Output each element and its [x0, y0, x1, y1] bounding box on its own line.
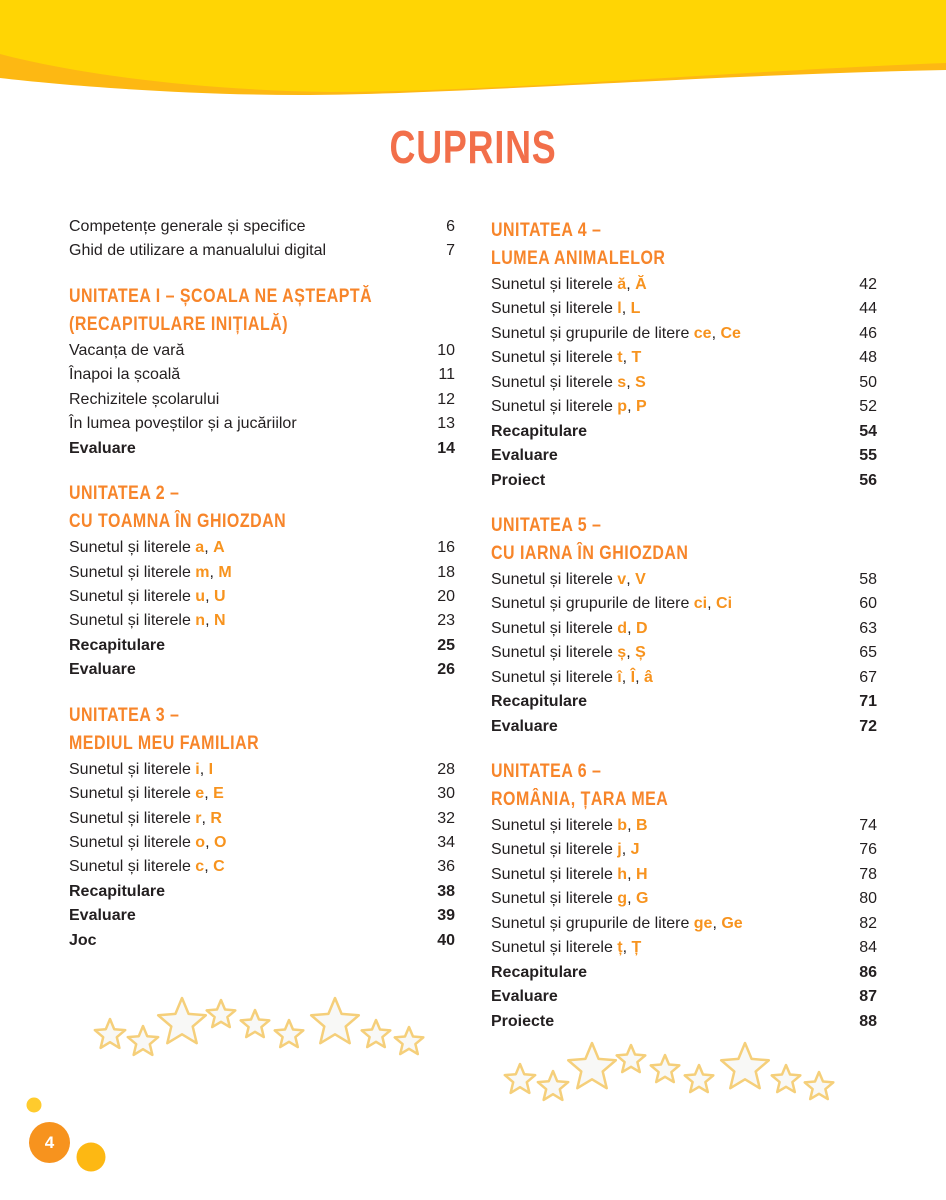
highlighted-letter: s [617, 373, 627, 391]
star-icon [395, 1027, 424, 1054]
toc-entry-title [69, 339, 184, 363]
highlighted-letter: C [213, 858, 225, 876]
toc-entry[interactable] [69, 807, 455, 831]
entry-text: Sunetul și literele [491, 373, 618, 391]
entry-text: Sunetul și literele [69, 809, 196, 827]
entry-text: Sunetul și literele [491, 668, 618, 686]
highlighted-letter: P [635, 398, 647, 416]
toc-entry-page: 28 [437, 760, 455, 778]
highlighted-letter: a [195, 539, 205, 557]
toc-entry-title [491, 1010, 554, 1034]
toc-entry-title: Sunetul și literele d, D [491, 619, 648, 637]
toc-entry-page: 88 [859, 1012, 877, 1030]
unit-heading [491, 217, 877, 273]
star-icon [207, 1000, 236, 1027]
toc-entry-title: Sunetul și literele h, H [491, 865, 648, 883]
toc-entry[interactable] [491, 641, 877, 665]
highlighted-letter: j [617, 841, 622, 859]
entry-text: Evaluare [491, 447, 558, 465]
toc-entry-page: 25 [437, 636, 455, 654]
entry-text: Sunetul și grupurile de litere [491, 324, 694, 342]
entry-text: Recapitulare [69, 636, 166, 654]
toc-entry-page: 78 [859, 865, 877, 883]
toc-entry[interactable] [491, 273, 877, 297]
highlighted-letter: u [195, 587, 206, 605]
highlighted-letter: î [617, 668, 622, 686]
unit-heading [491, 758, 877, 814]
toc-entry[interactable] [69, 929, 455, 953]
entry-text: Competențe generale și specifice [69, 218, 306, 235]
toc-entry-title [491, 715, 558, 739]
toc-entry[interactable] [69, 782, 455, 806]
toc-entry[interactable] [69, 758, 455, 782]
toc-entry-title: Sunetul și grupurile de litere ce, Ce [491, 324, 741, 342]
entry-text: Sunetul și literele [491, 300, 618, 318]
highlighted-letter: ce [693, 324, 712, 342]
highlighted-letter: ge [693, 914, 713, 932]
highlighted-letter: O [213, 834, 227, 851]
toc-entry-page: 13 [437, 415, 455, 433]
highlighted-letter: H [635, 865, 648, 883]
toc-entry[interactable] [69, 658, 455, 682]
unit-heading-line: MEDIUL MEU FAMILIAR [69, 732, 260, 754]
stars-decoration-left [90, 990, 435, 1065]
toc-entry-page: 46 [859, 324, 877, 342]
toc-entry-page: 26 [437, 661, 455, 679]
toc-entry-page: 42 [859, 276, 877, 293]
entry-text: Sunetul și literele [69, 539, 196, 557]
toc-entry-title: Sunetul și literele p, P [491, 398, 647, 416]
highlighted-letter: h [617, 865, 628, 883]
toc-entry-title: Sunetul și literele t, T [491, 349, 642, 367]
toc-entry[interactable] [491, 444, 877, 468]
unit-heading-line: UNITATEA 5 – [491, 514, 602, 536]
toc-entry-page: 71 [859, 693, 877, 711]
highlighted-letter: Ci [716, 595, 733, 613]
highlighted-letter: Ge [721, 914, 743, 932]
toc-entry[interactable] [69, 437, 455, 461]
star-icon [505, 1064, 535, 1093]
toc-entry[interactable] [491, 395, 877, 419]
entry-text: Sunetul și grupurile de litere [491, 914, 694, 932]
toc-entry-title [69, 215, 306, 239]
highlighted-letter: t [617, 349, 623, 367]
toc-entry-title: Sunetul și literele î, Î, â [491, 668, 653, 686]
unit-heading [69, 702, 455, 758]
entry-text: Sunetul și literele [491, 349, 618, 367]
toc-entry[interactable] [491, 469, 877, 493]
toc-entry[interactable] [69, 536, 455, 560]
entry-text: Rechizitele școlarului [69, 390, 220, 408]
toc-entry-title: Sunetul și literele ă, Ă [491, 276, 647, 293]
stars-decoration-right [500, 1035, 845, 1110]
entry-text: În lumea poveștilor și a jucăriilor [69, 415, 297, 433]
highlighted-letter: Ce [720, 324, 741, 342]
toc-right-column [491, 217, 877, 1034]
toc-entry-page: 65 [859, 644, 877, 662]
entry-text: Evaluare [69, 439, 136, 457]
toc-entry-title: Sunetul și literele s, S [491, 373, 646, 391]
toc-entry[interactable] [491, 1010, 877, 1034]
entry-text: Recapitulare [491, 963, 588, 981]
toc-entry[interactable] [69, 855, 455, 879]
toc-entry[interactable] [491, 346, 877, 370]
entry-text: Vacanța de vară [69, 341, 185, 359]
highlighted-letter: o [195, 834, 206, 851]
star-icon [158, 998, 206, 1043]
highlighted-letter: d [617, 619, 628, 637]
highlighted-letter: E [213, 785, 224, 803]
entry-text: Sunetul și literele [491, 570, 618, 588]
entry-text: Sunetul și literele [491, 398, 618, 416]
toc-entry-page: 74 [859, 817, 877, 834]
toc-entry-title: Sunetul și literele i, I [69, 760, 214, 778]
entry-text: Proiect [491, 471, 546, 489]
toc-entry[interactable] [491, 322, 877, 346]
toc-entry-page: 39 [437, 907, 455, 925]
unit-heading-line: LUMEA ANIMALELOR [491, 248, 666, 269]
toc-entry-page: 12 [437, 390, 455, 408]
toc-entry-page: 40 [437, 931, 455, 949]
entry-text: Evaluare [69, 907, 136, 925]
toc-entry[interactable] [491, 568, 877, 592]
toc-entry[interactable] [69, 239, 455, 263]
toc-entry-page: 56 [859, 471, 877, 489]
toc-entry-page: 60 [859, 595, 877, 613]
toc-entry-page: 84 [859, 939, 877, 957]
unit-heading-line: CU IARNA ÎN GHIOZDAN [491, 542, 689, 564]
toc-entry-page: 36 [437, 858, 455, 876]
toc-entry[interactable] [491, 297, 877, 321]
star-icon [362, 1020, 391, 1047]
highlighted-letter: ț [617, 939, 623, 957]
toc-entry[interactable] [69, 634, 455, 658]
toc-entry-page: 34 [437, 834, 455, 851]
highlighted-letter: g [617, 890, 628, 908]
toc-entry[interactable] [491, 666, 877, 690]
highlighted-letter: ci [693, 595, 708, 613]
unit-heading-line: UNITATEA 4 – [491, 220, 602, 241]
toc-entry-title [69, 388, 219, 412]
star-icon [721, 1043, 769, 1088]
toc-entry[interactable] [491, 961, 877, 985]
toc-entry-page: 6 [446, 218, 455, 235]
highlighted-letter: Ș [635, 644, 646, 662]
toc-entry[interactable] [69, 339, 455, 363]
toc-entry[interactable] [69, 831, 455, 855]
toc-entry-page: 80 [859, 890, 877, 908]
entry-text: Sunetul și literele [69, 858, 196, 876]
highlighted-letter: L [630, 300, 641, 318]
entry-text: Sunetul și literele [491, 939, 618, 957]
highlighted-letter: S [635, 373, 646, 391]
toc-entry-title: Sunetul și grupurile de litere ci, Ci [491, 595, 733, 613]
toc-entry-title [491, 420, 587, 444]
toc-entry-title: Sunetul și literele ț, Ț [491, 939, 642, 957]
toc-entry-title [69, 634, 165, 658]
toc-entry-page: 48 [859, 349, 877, 367]
entry-text: Evaluare [491, 717, 558, 735]
toc-entry-title: Sunetul și literele g, G [491, 890, 649, 908]
highlighted-letter: ă [617, 276, 627, 293]
toc-entry[interactable] [491, 715, 877, 739]
entry-text: Recapitulare [491, 422, 588, 440]
unit-heading [69, 283, 455, 339]
page-number: 4 [29, 1122, 70, 1163]
toc-entry-page: 30 [437, 785, 455, 803]
toc-entry-page: 10 [437, 341, 455, 359]
entry-text: Sunetul și literele [491, 865, 618, 883]
toc-entry-page: 44 [859, 300, 877, 318]
star-icon [651, 1055, 680, 1082]
highlighted-letter: i [195, 760, 200, 778]
toc-entry-page: 38 [437, 882, 455, 900]
toc-entry-title: Sunetul și literele j, J [491, 841, 640, 859]
toc-entry-page: 82 [859, 914, 877, 932]
entry-text: Sunetul și literele [491, 619, 618, 637]
toc-entry-page: 23 [437, 612, 455, 630]
highlighted-letter: Î [630, 668, 636, 686]
toc-entry-title [69, 880, 165, 904]
entry-text: Proiecte [491, 1012, 555, 1030]
highlighted-letter: U [213, 587, 226, 605]
toc-entry-title [491, 985, 558, 1009]
unit-heading-line: (RECAPITULARE INIȚIALĂ) [69, 313, 289, 335]
toc-entry[interactable] [491, 371, 877, 395]
star-icon [538, 1071, 568, 1100]
entry-text: Sunetul și literele [491, 890, 618, 908]
entry-text: Sunetul și literele [491, 817, 618, 834]
toc-entry-title [69, 412, 297, 436]
highlighted-letter: T [631, 349, 642, 367]
toc-entry-page: 11 [438, 366, 455, 384]
toc-entry[interactable] [69, 904, 455, 928]
toc-entry-page: 16 [437, 539, 455, 557]
toc-entry-title: Sunetul și literele n, N [69, 612, 226, 630]
toc-entry-page: 86 [859, 963, 877, 981]
star-icon [772, 1065, 801, 1092]
entry-text: Ghid de utilizare a manualului digital [69, 242, 327, 260]
highlighted-letter: M [218, 563, 232, 581]
entry-text: Înapoi la școală [69, 366, 181, 384]
toc-entry[interactable] [69, 561, 455, 585]
unit-heading-line: UNITATEA 6 – [491, 761, 602, 782]
star-icon [311, 998, 359, 1043]
toc-entry-page: 87 [859, 988, 877, 1006]
toc-entry-title: Sunetul și literele c, C [69, 858, 225, 876]
unit-heading [69, 480, 455, 536]
toc-entry[interactable] [491, 912, 877, 936]
highlighted-letter: ș [617, 644, 627, 662]
highlighted-letter: Ă [635, 276, 647, 293]
entry-text: Sunetul și literele [69, 563, 196, 581]
toc-entry[interactable] [491, 887, 877, 911]
entry-text: Sunetul și literele [69, 612, 196, 630]
toc-entry-page: 54 [859, 422, 877, 440]
star-icon [685, 1065, 714, 1092]
toc-entry-page: 58 [859, 570, 877, 588]
toc-entry-title [69, 363, 180, 387]
star-icon [275, 1020, 304, 1047]
toc-entry-page: 32 [437, 809, 455, 827]
unit-heading-line: CU TOAMNA ÎN GHIOZDAN [69, 511, 287, 533]
entry-text: Evaluare [491, 988, 558, 1006]
highlighted-letter: D [635, 619, 648, 637]
toc-entry-page: 20 [437, 587, 455, 605]
star-icon [568, 1043, 616, 1088]
entry-text: Recapitulare [491, 693, 588, 711]
toc-entry[interactable] [491, 936, 877, 960]
toc-entry[interactable] [69, 412, 455, 436]
highlighted-letter: l [617, 300, 622, 318]
toc-entry-title [491, 961, 587, 985]
entry-text: Sunetul și literele [491, 276, 618, 293]
toc-entry-page: 52 [859, 398, 877, 416]
star-icon [95, 1019, 125, 1048]
highlighted-letter: r [195, 809, 202, 827]
toc-entry-title [69, 929, 97, 953]
toc-entry-title [491, 469, 545, 493]
unit-heading [491, 512, 877, 568]
toc-entry-title [69, 904, 136, 928]
toc-entry[interactable] [491, 592, 877, 616]
highlighted-letter: n [195, 612, 206, 630]
highlighted-letter: v [617, 570, 627, 588]
toc-entry-page: 55 [859, 447, 877, 465]
highlighted-letter: â [643, 668, 653, 686]
toc-entry[interactable] [491, 863, 877, 887]
highlighted-letter: e [195, 785, 205, 803]
unit-heading-line: UNITATEA 2 – [69, 483, 180, 505]
toc-entry-title [69, 658, 136, 682]
page-title: CUPRINS [389, 121, 557, 173]
toc-entry[interactable] [69, 215, 455, 239]
entry-text: Evaluare [69, 661, 136, 679]
toc-entry-title: Sunetul și literele u, U [69, 587, 226, 605]
highlighted-letter: p [617, 398, 628, 416]
highlighted-letter: V [635, 570, 646, 588]
highlighted-letter: I [208, 760, 214, 778]
toc-entry-title: Sunetul și literele a, A [69, 539, 225, 557]
highlighted-letter: B [635, 817, 648, 834]
toc-entry[interactable] [69, 609, 455, 633]
toc-entry-title: Sunetul și literele ș, Ș [491, 644, 646, 662]
entry-text: Sunetul și literele [491, 644, 618, 662]
star-icon [241, 1010, 270, 1037]
entry-text: Sunetul și grupurile de litere [491, 595, 694, 613]
toc-entry-page: 50 [859, 373, 877, 391]
entry-text: Sunetul și literele [69, 785, 196, 803]
toc-entry[interactable] [491, 838, 877, 862]
highlighted-letter: G [635, 890, 649, 908]
toc-entry-title [69, 437, 136, 461]
entry-text: Sunetul și literele [69, 760, 196, 778]
toc-entry[interactable] [69, 388, 455, 412]
toc-entry-title: Sunetul și literele l, L [491, 300, 641, 318]
toc-left-column [69, 215, 455, 953]
toc-entry-title [491, 444, 558, 468]
toc-entry-page: 63 [859, 619, 877, 637]
highlighted-letter: c [195, 858, 205, 876]
unit-heading-line: UNITATEA I – ȘCOALA NE AȘTEAPTĂ [69, 285, 373, 307]
highlighted-letter: A [213, 539, 225, 557]
toc-entry-title: Sunetul și literele r, R [69, 809, 222, 827]
star-icon [805, 1072, 834, 1099]
toc-entry-title [69, 239, 326, 263]
highlighted-letter: Ț [631, 939, 642, 957]
toc-entry-title: Sunetul și grupurile de litere ge, Ge [491, 914, 743, 932]
unit-heading-line: ROMÂNIA, ȚARA MEA [491, 789, 669, 810]
entry-text: Sunetul și literele [491, 841, 618, 859]
toc-entry-page: 18 [437, 563, 455, 581]
unit-heading-line: UNITATEA 3 – [69, 704, 180, 726]
highlighted-letter: R [210, 809, 222, 827]
star-icon [617, 1045, 646, 1072]
toc-entry[interactable] [69, 880, 455, 904]
toc-entry-page: 72 [859, 717, 877, 735]
toc-entry-title: Sunetul și literele e, E [69, 785, 224, 803]
toc-entry-title [491, 690, 587, 714]
toc-entry[interactable] [491, 690, 877, 714]
toc-entry-page: 7 [446, 242, 455, 260]
highlighted-letter: J [630, 841, 640, 859]
toc-entry-page: 76 [859, 841, 877, 859]
toc-entry[interactable] [491, 420, 877, 444]
toc-entry-title: Sunetul și literele b, B [491, 817, 648, 834]
toc-entry[interactable] [69, 363, 455, 387]
highlighted-letter: b [617, 817, 628, 834]
entry-text: Sunetul și literele [69, 834, 196, 851]
header-banner [0, 0, 946, 110]
toc-entry-title: Sunetul și literele o, O [69, 834, 227, 851]
star-icon [128, 1026, 158, 1055]
highlighted-letter: N [213, 612, 226, 630]
toc-entry[interactable] [491, 814, 877, 838]
highlighted-letter: m [195, 563, 210, 581]
entry-text: Recapitulare [69, 882, 166, 900]
toc-entry-title: Sunetul și literele m, M [69, 563, 232, 581]
toc-entry[interactable] [69, 585, 455, 609]
toc-entry-page: 67 [859, 668, 877, 686]
toc-entry-page: 14 [437, 439, 455, 457]
entry-text: Joc [69, 931, 97, 949]
toc-entry-title: Sunetul și literele v, V [491, 570, 646, 588]
entry-text: Sunetul și literele [69, 587, 196, 605]
toc-entry[interactable] [491, 617, 877, 641]
toc-entry[interactable] [491, 985, 877, 1009]
